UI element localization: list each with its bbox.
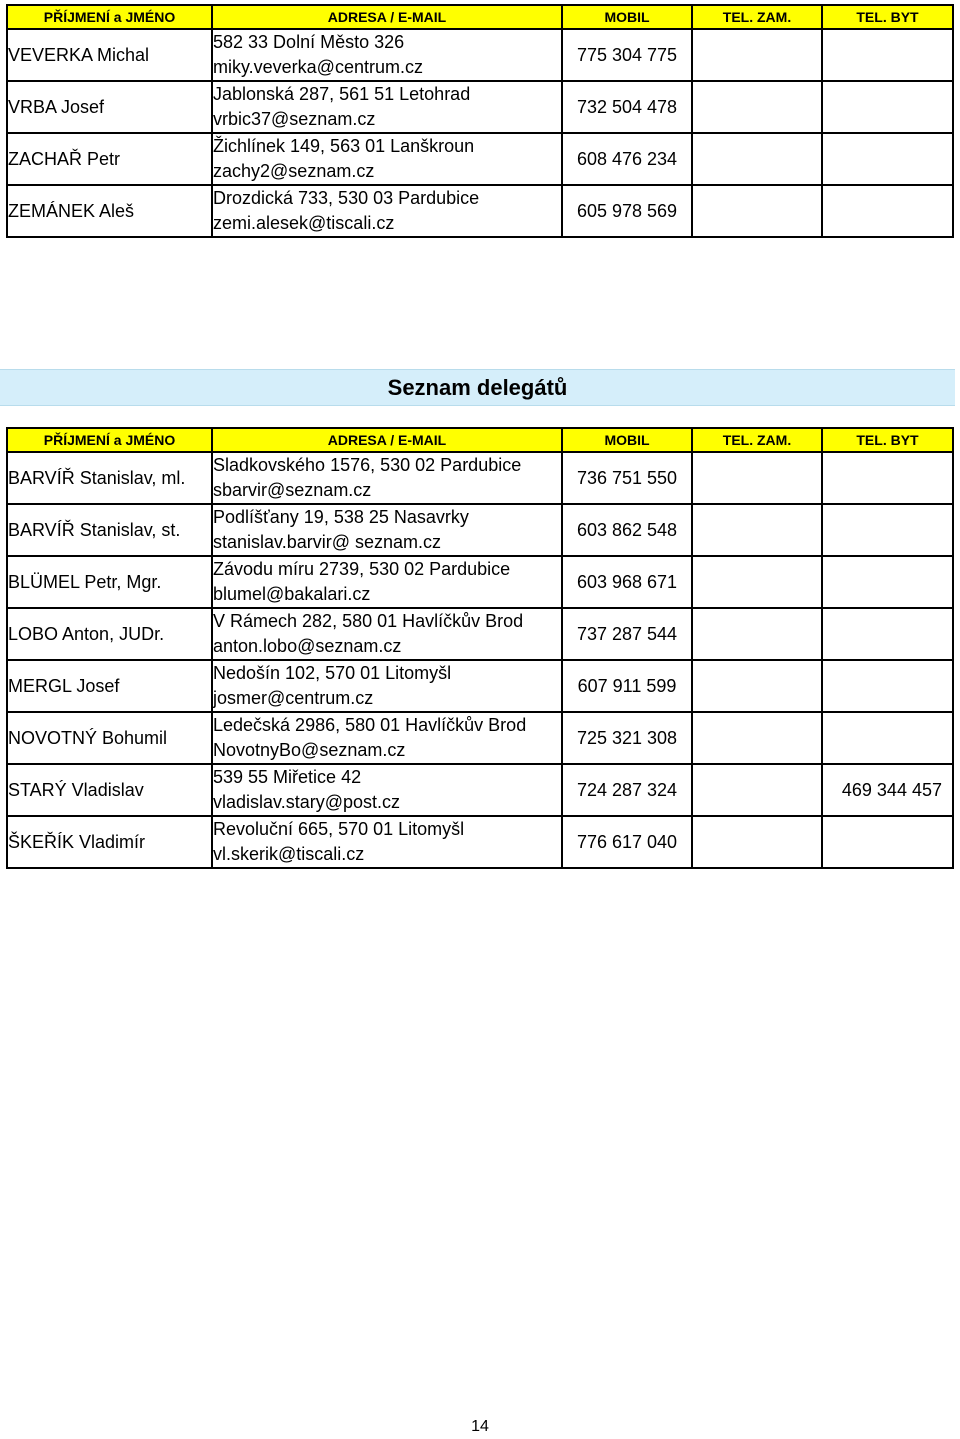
contact-email: vrbic37@seznam.cz xyxy=(213,109,376,129)
contact-address-cell xyxy=(212,185,562,237)
contact-work-phone xyxy=(692,712,822,764)
contact-address-cell xyxy=(212,764,562,816)
contact-home-phone xyxy=(822,660,953,712)
contact-address-cell xyxy=(212,133,562,185)
contact-name: LOBO Anton, JUDr. xyxy=(7,608,212,660)
contact-mobile: 608 476 234 xyxy=(562,133,692,185)
contact-email: miky.veverka@centrum.cz xyxy=(213,57,423,77)
contact-address: 539 55 Miřetice 42 xyxy=(213,767,362,787)
contact-mobile: 607 911 599 xyxy=(562,660,692,712)
contact-mobile: 776 617 040 xyxy=(562,816,692,868)
contact-name: BARVÍŘ Stanislav, st. xyxy=(7,504,212,556)
contact-mobile: 732 504 478 xyxy=(562,81,692,133)
contact-home-phone xyxy=(822,816,953,868)
contact-name: BARVÍŘ Stanislav, ml. xyxy=(7,452,212,504)
contact-name: VEVERKA Michal xyxy=(7,29,212,81)
contact-address: Drozdická 733, 530 03 Pardubice xyxy=(213,188,480,208)
contact-work-phone xyxy=(692,504,822,556)
contact-address: Podlíšťany 19, 538 25 Nasavrky xyxy=(213,507,469,527)
contact-work-phone xyxy=(692,816,822,868)
contact-address-cell xyxy=(212,712,562,764)
header-address: ADRESA / E-MAIL xyxy=(212,428,562,452)
contact-email: stanislav.barvir@ seznam.cz xyxy=(213,532,442,552)
contact-work-phone xyxy=(692,29,822,81)
contact-name: VRBA Josef xyxy=(7,81,212,133)
contact-address-cell xyxy=(212,660,562,712)
contact-work-phone xyxy=(692,764,822,816)
table-row xyxy=(7,556,953,608)
page-number: 14 xyxy=(471,1418,489,1435)
table-row xyxy=(7,712,953,764)
contact-mobile: 603 968 671 xyxy=(562,556,692,608)
contact-email: zachy2@seznam.cz xyxy=(213,161,375,181)
contact-mobile: 736 751 550 xyxy=(562,452,692,504)
contact-address-cell xyxy=(212,81,562,133)
contact-address-cell xyxy=(212,816,562,868)
contact-work-phone xyxy=(692,185,822,237)
table-header-row xyxy=(7,5,953,29)
header-home-phone: TEL. BYT xyxy=(822,5,953,29)
contact-address: Žichlínek 149, 563 01 Lanškroun xyxy=(213,136,475,156)
contact-home-phone xyxy=(822,712,953,764)
contact-name: MERGL Josef xyxy=(7,660,212,712)
contact-home-phone: 469 344 457 xyxy=(822,764,953,816)
contact-home-phone xyxy=(822,81,953,133)
contact-work-phone xyxy=(692,608,822,660)
contact-home-phone xyxy=(822,608,953,660)
contact-address-cell xyxy=(212,608,562,660)
contact-home-phone xyxy=(822,133,953,185)
table-row xyxy=(7,764,953,816)
contact-name: STARÝ Vladislav xyxy=(7,764,212,816)
contact-home-phone xyxy=(822,556,953,608)
contact-address: 582 33 Dolní Město 326 xyxy=(213,32,405,52)
contact-mobile: 737 287 544 xyxy=(562,608,692,660)
contact-home-phone xyxy=(822,29,953,81)
table-row xyxy=(7,452,953,504)
contact-name: ZEMÁNEK Aleš xyxy=(7,185,212,237)
contact-email: anton.lobo@seznam.cz xyxy=(213,636,402,656)
contact-home-phone xyxy=(822,185,953,237)
contact-address: Závodu míru 2739, 530 02 Pardubice xyxy=(213,559,511,579)
delegates-table xyxy=(6,427,954,869)
table-row xyxy=(7,816,953,868)
contact-mobile: 724 287 324 xyxy=(562,764,692,816)
contact-address: Sladkovského 1576, 530 02 Pardubice xyxy=(213,455,522,475)
contact-mobile: 603 862 548 xyxy=(562,504,692,556)
contact-address: Revoluční 665, 570 01 Litomyšl xyxy=(213,819,465,839)
table-row xyxy=(7,660,953,712)
contact-work-phone xyxy=(692,452,822,504)
contact-email: vladislav.stary@post.cz xyxy=(213,792,400,812)
table-header-row xyxy=(7,428,953,452)
contact-address: Jablonská 287, 561 51 Letohrad xyxy=(213,84,471,104)
contact-home-phone xyxy=(822,452,953,504)
contact-email: zemi.alesek@tiscali.cz xyxy=(213,213,395,233)
contact-home-phone xyxy=(822,504,953,556)
header-name: PŘÍJMENÍ a JMÉNO xyxy=(7,5,212,29)
header-mobile: MOBIL xyxy=(562,428,692,452)
table-row xyxy=(7,133,953,185)
contact-name: ŠKEŘÍK Vladimír xyxy=(7,816,212,868)
table-row xyxy=(7,185,953,237)
header-work-phone: TEL. ZAM. xyxy=(692,428,822,452)
contact-work-phone xyxy=(692,660,822,712)
header-address: ADRESA / E-MAIL xyxy=(212,5,562,29)
contact-mobile: 725 321 308 xyxy=(562,712,692,764)
contact-address-cell xyxy=(212,29,562,81)
contact-work-phone xyxy=(692,81,822,133)
section-title: Seznam delegátů xyxy=(0,369,955,406)
header-work-phone: TEL. ZAM. xyxy=(692,5,822,29)
table-row xyxy=(7,29,953,81)
contact-address: V Rámech 282, 580 01 Havlíčkův Brod xyxy=(213,611,524,631)
contact-address-cell xyxy=(212,504,562,556)
contact-address-cell xyxy=(212,452,562,504)
contact-work-phone xyxy=(692,133,822,185)
contact-email: josmer@centrum.cz xyxy=(213,688,374,708)
contact-mobile: 775 304 775 xyxy=(562,29,692,81)
contact-work-phone xyxy=(692,556,822,608)
contact-name: BLÜMEL Petr, Mgr. xyxy=(7,556,212,608)
contact-email: NovotnyBo@seznam.cz xyxy=(213,740,406,760)
contact-email: sbarvir@seznam.cz xyxy=(213,480,372,500)
contact-address: Ledečská 2986, 580 01 Havlíčkův Brod xyxy=(213,715,527,735)
table-row xyxy=(7,81,953,133)
contact-mobile: 605 978 569 xyxy=(562,185,692,237)
table-row xyxy=(7,608,953,660)
contacts-table-top xyxy=(6,4,954,238)
contact-address: Nedošín 102, 570 01 Litomyšl xyxy=(213,663,452,683)
header-mobile: MOBIL xyxy=(562,5,692,29)
header-name: PŘÍJMENÍ a JMÉNO xyxy=(7,428,212,452)
contact-name: NOVOTNÝ Bohumil xyxy=(7,712,212,764)
contact-email: vl.skerik@tiscali.cz xyxy=(213,844,365,864)
contact-name: ZACHAŘ Petr xyxy=(7,133,212,185)
table-row xyxy=(7,504,953,556)
contact-address-cell xyxy=(212,556,562,608)
contact-email: blumel@bakalari.cz xyxy=(213,584,371,604)
header-home-phone: TEL. BYT xyxy=(822,428,953,452)
